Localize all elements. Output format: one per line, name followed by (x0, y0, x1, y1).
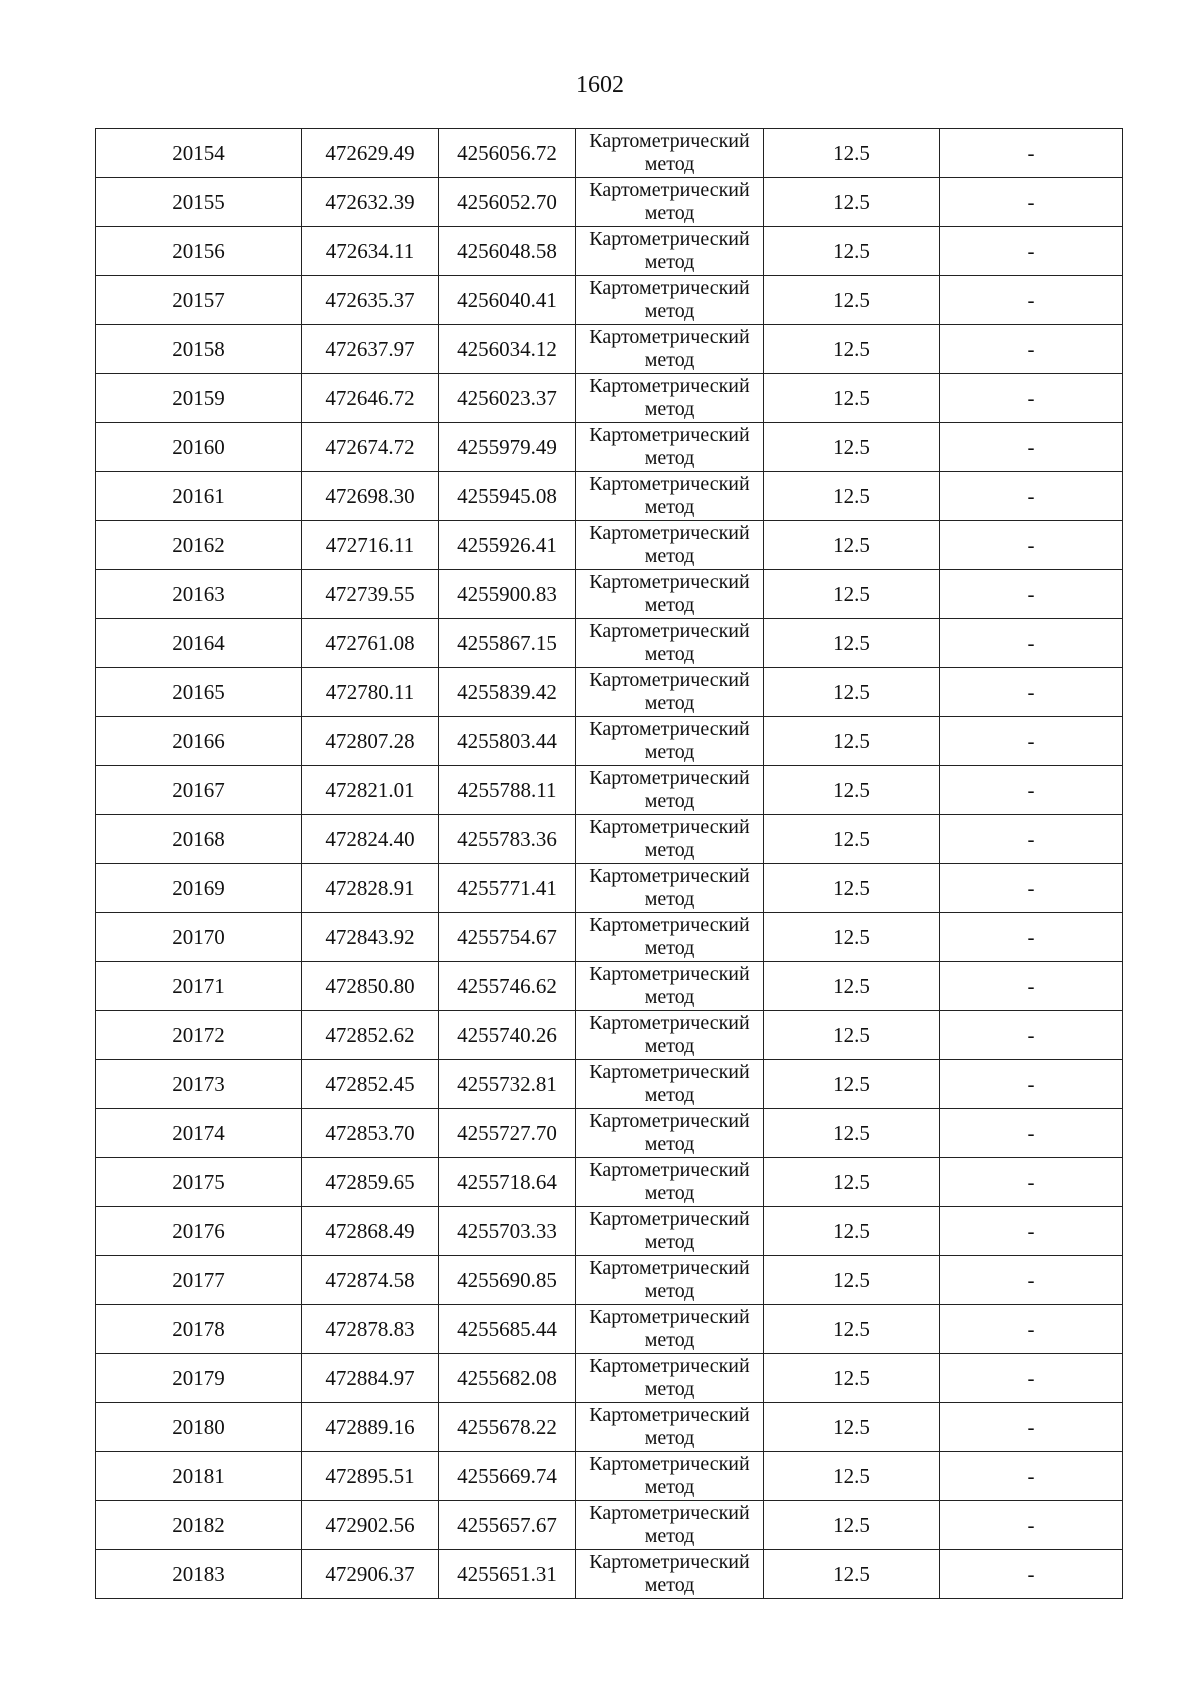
y-coordinate-cell: 4255803.44 (439, 717, 576, 766)
note-cell: - (940, 1256, 1123, 1305)
table-row (96, 472, 1123, 521)
y-coordinate-cell: 4255867.15 (439, 619, 576, 668)
method-line-2: метод (644, 1231, 695, 1253)
method-line-1: Картометрический (589, 473, 750, 495)
note-cell: - (940, 668, 1123, 717)
point-id-cell: 20160 (96, 423, 302, 472)
table-row (96, 815, 1123, 864)
note-cell: - (940, 1060, 1123, 1109)
note-cell: - (940, 962, 1123, 1011)
point-id-cell: 20161 (96, 472, 302, 521)
x-coordinate-cell: 472637.97 (302, 325, 439, 374)
point-id-cell: 20169 (96, 864, 302, 913)
method-line-2: метод (644, 790, 695, 812)
point-id-cell: 20182 (96, 1501, 302, 1550)
note-cell: - (940, 178, 1123, 227)
method-line-2: метод (644, 1525, 695, 1547)
note-cell: - (940, 815, 1123, 864)
note-cell: - (940, 570, 1123, 619)
y-coordinate-cell: 4255900.83 (439, 570, 576, 619)
method-cell (576, 1452, 764, 1501)
point-id-cell: 20163 (96, 570, 302, 619)
method-line-1: Картометрический (589, 963, 750, 985)
table-row (96, 276, 1123, 325)
accuracy-cell: 12.5 (764, 178, 940, 227)
point-id-cell: 20154 (96, 129, 302, 178)
point-id-cell: 20158 (96, 325, 302, 374)
table-row (96, 374, 1123, 423)
method-line-2: метод (644, 986, 695, 1008)
x-coordinate-cell: 472828.91 (302, 864, 439, 913)
method-cell (576, 1305, 764, 1354)
accuracy-cell: 12.5 (764, 325, 940, 374)
method-cell (576, 325, 764, 374)
method-line-1: Картометрический (589, 228, 750, 250)
method-cell (576, 962, 764, 1011)
y-coordinate-cell: 4256023.37 (439, 374, 576, 423)
method-line-1: Картометрический (589, 130, 750, 152)
method-line-1: Картометрический (589, 1061, 750, 1083)
table-row (96, 1501, 1123, 1550)
method-line-2: метод (644, 153, 695, 175)
method-line-1: Картометрический (589, 914, 750, 936)
x-coordinate-cell: 472821.01 (302, 766, 439, 815)
point-id-cell: 20174 (96, 1109, 302, 1158)
method-cell (576, 374, 764, 423)
table-row (96, 1403, 1123, 1452)
method-line-2: метод (644, 251, 695, 273)
x-coordinate-cell: 472874.58 (302, 1256, 439, 1305)
table-row (96, 1256, 1123, 1305)
accuracy-cell: 12.5 (764, 227, 940, 276)
method-line-1: Картометрический (589, 179, 750, 201)
method-line-2: метод (644, 447, 695, 469)
table-row (96, 766, 1123, 815)
method-line-1: Картометрический (589, 1257, 750, 1279)
y-coordinate-cell: 4255703.33 (439, 1207, 576, 1256)
method-line-1: Картометрический (589, 1551, 750, 1573)
method-cell (576, 1403, 764, 1452)
table-row (96, 1158, 1123, 1207)
y-coordinate-cell: 4255783.36 (439, 815, 576, 864)
point-id-cell: 20181 (96, 1452, 302, 1501)
method-cell (576, 521, 764, 570)
x-coordinate-cell: 472852.45 (302, 1060, 439, 1109)
y-coordinate-cell: 4255657.67 (439, 1501, 576, 1550)
table-row (96, 668, 1123, 717)
method-line-1: Картометрический (589, 326, 750, 348)
table-row (96, 1207, 1123, 1256)
x-coordinate-cell: 472906.37 (302, 1550, 439, 1599)
point-id-cell: 20173 (96, 1060, 302, 1109)
note-cell: - (940, 325, 1123, 374)
method-line-1: Картометрический (589, 1306, 750, 1328)
method-line-1: Картометрический (589, 865, 750, 887)
table-body (96, 129, 1123, 1599)
y-coordinate-cell: 4255771.41 (439, 864, 576, 913)
method-line-2: метод (644, 1133, 695, 1155)
accuracy-cell: 12.5 (764, 913, 940, 962)
x-coordinate-cell: 472635.37 (302, 276, 439, 325)
note-cell: - (940, 864, 1123, 913)
y-coordinate-cell: 4255732.81 (439, 1060, 576, 1109)
note-cell: - (940, 276, 1123, 325)
method-line-2: метод (644, 1182, 695, 1204)
note-cell: - (940, 423, 1123, 472)
x-coordinate-cell: 472889.16 (302, 1403, 439, 1452)
method-line-1: Картометрический (589, 669, 750, 691)
x-coordinate-cell: 472902.56 (302, 1501, 439, 1550)
method-line-1: Картометрический (589, 1453, 750, 1475)
method-line-1: Картометрический (589, 424, 750, 446)
point-id-cell: 20166 (96, 717, 302, 766)
accuracy-cell: 12.5 (764, 374, 940, 423)
y-coordinate-cell: 4255839.42 (439, 668, 576, 717)
x-coordinate-cell: 472895.51 (302, 1452, 439, 1501)
method-line-2: метод (644, 1476, 695, 1498)
method-cell (576, 227, 764, 276)
method-cell (576, 668, 764, 717)
note-cell: - (940, 1550, 1123, 1599)
note-cell: - (940, 129, 1123, 178)
point-id-cell: 20178 (96, 1305, 302, 1354)
method-line-2: метод (644, 1329, 695, 1351)
point-id-cell: 20176 (96, 1207, 302, 1256)
x-coordinate-cell: 472853.70 (302, 1109, 439, 1158)
method-line-1: Картометрический (589, 816, 750, 838)
point-id-cell: 20179 (96, 1354, 302, 1403)
method-line-2: метод (644, 1084, 695, 1106)
method-line-2: метод (644, 349, 695, 371)
method-line-1: Картометрический (589, 1208, 750, 1230)
method-cell (576, 1060, 764, 1109)
y-coordinate-cell: 4255740.26 (439, 1011, 576, 1060)
y-coordinate-cell: 4255727.70 (439, 1109, 576, 1158)
accuracy-cell: 12.5 (764, 1207, 940, 1256)
x-coordinate-cell: 472632.39 (302, 178, 439, 227)
x-coordinate-cell: 472850.80 (302, 962, 439, 1011)
table-row (96, 227, 1123, 276)
point-id-cell: 20175 (96, 1158, 302, 1207)
y-coordinate-cell: 4255788.11 (439, 766, 576, 815)
note-cell: - (940, 1501, 1123, 1550)
method-line-1: Картометрический (589, 277, 750, 299)
method-line-1: Картометрический (589, 1404, 750, 1426)
x-coordinate-cell: 472629.49 (302, 129, 439, 178)
x-coordinate-cell: 472739.55 (302, 570, 439, 619)
accuracy-cell: 12.5 (764, 1060, 940, 1109)
y-coordinate-cell: 4256034.12 (439, 325, 576, 374)
method-line-1: Картометрический (589, 1502, 750, 1524)
method-line-2: метод (644, 839, 695, 861)
method-cell (576, 1256, 764, 1305)
table-row (96, 962, 1123, 1011)
table-row (96, 1305, 1123, 1354)
table-row (96, 325, 1123, 374)
method-cell (576, 1011, 764, 1060)
method-line-2: метод (644, 1035, 695, 1057)
method-line-1: Картометрический (589, 571, 750, 593)
table-row (96, 1109, 1123, 1158)
accuracy-cell: 12.5 (764, 668, 940, 717)
accuracy-cell: 12.5 (764, 1354, 940, 1403)
note-cell: - (940, 227, 1123, 276)
x-coordinate-cell: 472780.11 (302, 668, 439, 717)
table-row (96, 178, 1123, 227)
method-line-1: Картометрический (589, 718, 750, 740)
y-coordinate-cell: 4255926.41 (439, 521, 576, 570)
method-cell (576, 1109, 764, 1158)
method-line-1: Картометрический (589, 767, 750, 789)
note-cell: - (940, 374, 1123, 423)
note-cell: - (940, 1305, 1123, 1354)
method-line-2: метод (644, 545, 695, 567)
point-id-cell: 20156 (96, 227, 302, 276)
y-coordinate-cell: 4256040.41 (439, 276, 576, 325)
note-cell: - (940, 766, 1123, 815)
table-row (96, 864, 1123, 913)
accuracy-cell: 12.5 (764, 1109, 940, 1158)
accuracy-cell: 12.5 (764, 619, 940, 668)
method-cell (576, 1550, 764, 1599)
table-row (96, 1354, 1123, 1403)
table-row (96, 423, 1123, 472)
accuracy-cell: 12.5 (764, 1501, 940, 1550)
table-row (96, 1550, 1123, 1599)
y-coordinate-cell: 4255669.74 (439, 1452, 576, 1501)
method-cell (576, 717, 764, 766)
x-coordinate-cell: 472634.11 (302, 227, 439, 276)
coordinates-table (95, 128, 1123, 1599)
method-line-1: Картометрический (589, 1355, 750, 1377)
y-coordinate-cell: 4255682.08 (439, 1354, 576, 1403)
method-line-2: метод (644, 741, 695, 763)
x-coordinate-cell: 472884.97 (302, 1354, 439, 1403)
note-cell: - (940, 1207, 1123, 1256)
method-cell (576, 570, 764, 619)
point-id-cell: 20172 (96, 1011, 302, 1060)
accuracy-cell: 12.5 (764, 1305, 940, 1354)
note-cell: - (940, 1452, 1123, 1501)
accuracy-cell: 12.5 (764, 1550, 940, 1599)
accuracy-cell: 12.5 (764, 1452, 940, 1501)
x-coordinate-cell: 472761.08 (302, 619, 439, 668)
table-row (96, 913, 1123, 962)
method-line-2: метод (644, 643, 695, 665)
method-line-1: Картометрический (589, 1110, 750, 1132)
accuracy-cell: 12.5 (764, 472, 940, 521)
note-cell: - (940, 1011, 1123, 1060)
x-coordinate-cell: 472868.49 (302, 1207, 439, 1256)
method-cell (576, 1354, 764, 1403)
method-cell (576, 472, 764, 521)
x-coordinate-cell: 472716.11 (302, 521, 439, 570)
accuracy-cell: 12.5 (764, 570, 940, 619)
method-line-1: Картометрический (589, 1012, 750, 1034)
method-cell (576, 766, 764, 815)
method-cell (576, 423, 764, 472)
x-coordinate-cell: 472674.72 (302, 423, 439, 472)
method-line-2: метод (644, 300, 695, 322)
point-id-cell: 20167 (96, 766, 302, 815)
y-coordinate-cell: 4255979.49 (439, 423, 576, 472)
method-line-2: метод (644, 1574, 695, 1596)
accuracy-cell: 12.5 (764, 521, 940, 570)
accuracy-cell: 12.5 (764, 864, 940, 913)
note-cell: - (940, 1403, 1123, 1452)
point-id-cell: 20171 (96, 962, 302, 1011)
point-id-cell: 20180 (96, 1403, 302, 1452)
x-coordinate-cell: 472878.83 (302, 1305, 439, 1354)
accuracy-cell: 12.5 (764, 129, 940, 178)
note-cell: - (940, 521, 1123, 570)
y-coordinate-cell: 4255754.67 (439, 913, 576, 962)
table-row (96, 521, 1123, 570)
accuracy-cell: 12.5 (764, 717, 940, 766)
note-cell: - (940, 913, 1123, 962)
y-coordinate-cell: 4255718.64 (439, 1158, 576, 1207)
method-line-2: метод (644, 1280, 695, 1302)
method-line-2: метод (644, 1427, 695, 1449)
y-coordinate-cell: 4255678.22 (439, 1403, 576, 1452)
method-line-2: метод (644, 202, 695, 224)
note-cell: - (940, 619, 1123, 668)
method-line-1: Картометрический (589, 620, 750, 642)
x-coordinate-cell: 472843.92 (302, 913, 439, 962)
accuracy-cell: 12.5 (764, 1256, 940, 1305)
y-coordinate-cell: 4255685.44 (439, 1305, 576, 1354)
y-coordinate-cell: 4256056.72 (439, 129, 576, 178)
point-id-cell: 20159 (96, 374, 302, 423)
method-line-2: метод (644, 496, 695, 518)
point-id-cell: 20155 (96, 178, 302, 227)
point-id-cell: 20165 (96, 668, 302, 717)
accuracy-cell: 12.5 (764, 1011, 940, 1060)
method-cell (576, 1501, 764, 1550)
x-coordinate-cell: 472859.65 (302, 1158, 439, 1207)
point-id-cell: 20168 (96, 815, 302, 864)
method-cell (576, 178, 764, 227)
method-line-2: метод (644, 888, 695, 910)
accuracy-cell: 12.5 (764, 962, 940, 1011)
point-id-cell: 20162 (96, 521, 302, 570)
table-row (96, 717, 1123, 766)
note-cell: - (940, 1354, 1123, 1403)
accuracy-cell: 12.5 (764, 1158, 940, 1207)
method-cell (576, 864, 764, 913)
x-coordinate-cell: 472646.72 (302, 374, 439, 423)
method-line-2: метод (644, 937, 695, 959)
table-row (96, 1060, 1123, 1109)
x-coordinate-cell: 472698.30 (302, 472, 439, 521)
point-id-cell: 20170 (96, 913, 302, 962)
accuracy-cell: 12.5 (764, 1403, 940, 1452)
y-coordinate-cell: 4255945.08 (439, 472, 576, 521)
table-row (96, 1452, 1123, 1501)
y-coordinate-cell: 4255651.31 (439, 1550, 576, 1599)
y-coordinate-cell: 4256052.70 (439, 178, 576, 227)
method-line-2: метод (644, 398, 695, 420)
method-line-2: метод (644, 594, 695, 616)
page-number: 1602 (576, 72, 624, 98)
accuracy-cell: 12.5 (764, 766, 940, 815)
point-id-cell: 20157 (96, 276, 302, 325)
accuracy-cell: 12.5 (764, 815, 940, 864)
point-id-cell: 20183 (96, 1550, 302, 1599)
table-row (96, 1011, 1123, 1060)
method-cell (576, 129, 764, 178)
x-coordinate-cell: 472807.28 (302, 717, 439, 766)
note-cell: - (940, 1109, 1123, 1158)
note-cell: - (940, 472, 1123, 521)
method-cell (576, 1207, 764, 1256)
x-coordinate-cell: 472852.62 (302, 1011, 439, 1060)
note-cell: - (940, 1158, 1123, 1207)
note-cell: - (940, 717, 1123, 766)
method-cell (576, 276, 764, 325)
method-line-2: метод (644, 692, 695, 714)
method-line-2: метод (644, 1378, 695, 1400)
table-row (96, 129, 1123, 178)
method-cell (576, 619, 764, 668)
accuracy-cell: 12.5 (764, 423, 940, 472)
method-line-1: Картометрический (589, 1159, 750, 1181)
method-line-1: Картометрический (589, 522, 750, 544)
method-cell (576, 1158, 764, 1207)
method-line-1: Картометрический (589, 375, 750, 397)
y-coordinate-cell: 4255746.62 (439, 962, 576, 1011)
y-coordinate-cell: 4255690.85 (439, 1256, 576, 1305)
table-row (96, 570, 1123, 619)
y-coordinate-cell: 4256048.58 (439, 227, 576, 276)
point-id-cell: 20164 (96, 619, 302, 668)
point-id-cell: 20177 (96, 1256, 302, 1305)
method-cell (576, 815, 764, 864)
accuracy-cell: 12.5 (764, 276, 940, 325)
x-coordinate-cell: 472824.40 (302, 815, 439, 864)
method-cell (576, 913, 764, 962)
table-row (96, 619, 1123, 668)
